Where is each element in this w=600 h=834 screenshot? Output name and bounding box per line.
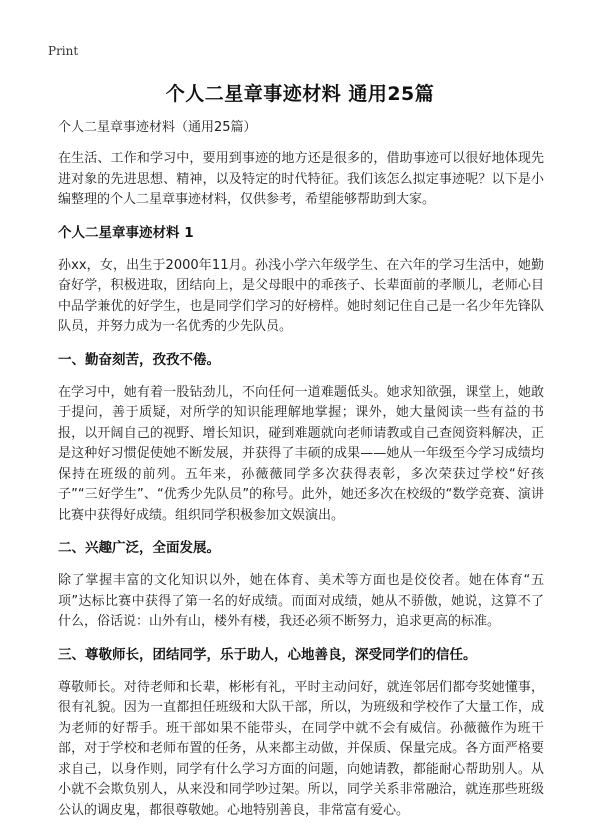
section-paragraph-1: 孙xx，女，出生于2000年11月。孙浅小学六年级学生、在六年的学习生活中，她勤奋好学，积极进取，团结向上，是父母眼中的乖孩子、长辈面前的孝顺儿，老师心目中品学兼优的好学生，也是同学们学习的好榜样。她时刻记住自己是一名少年先锋队队员，并努力成为一名优秀的少先队员。 [58, 257, 544, 334]
paragraph-respect: 尊敬师长。对待老师和长辈，彬彬有礼，平时主动问好，就连邻居们都夸奖她懂事，很有礼貌。因为一直都担任班级和大队干部，所以，为班级和学校作了大量工作，成为老师的好帮手。班干部如果不能带头，在同学中就不会有威信。孙薇薇作为班干部，对于学校和老师布置的任务，从来都主动做，并保质、保量完成。各方面严格要求自己，以身作则，同学有什么学习方面的问题，向她请教，都能耐心帮助别人。从小就不会欺负别人，从来没和同学吵过架。所以，同学关系非常融洽，就连那些班级公认的调皮鬼，都很尊敬她。心地特别善良，非常富有爱心。 [58, 679, 544, 818]
subheading-interests: 二、兴趣广泛，全面发展。 [58, 540, 220, 556]
paragraph-diligence: 在学习中，她有着一股钻劲儿，不向任何一道难题低头。她求知欲强，课堂上，她敢于提问，善于质疑，对所学的知识能理解地掌握；课外，她大量阅读一些有益的书报，以开阔自己的视野、增长知识，碰到难题就向老师请教或自己查阅资料解决，正是这种好习惯促使她不断发展，并获得了丰硕的成果——她从一年级至今学习成绩均保持在班级的前列。五年来，孙薇薇同学多次获得表彰，多次荣获过学校“好孩子”“三好学生”、“优秀少先队员”的称号。此外，她还多次在校级的“数学竞赛、演讲比赛中获得好成绩。组织同学积极参加文娱演出。 [58, 384, 544, 523]
section-heading-1: 个人二星章事迹材料 1 [58, 224, 194, 241]
print-link[interactable]: Print [48, 44, 79, 58]
intro-paragraph: 在生活、工作和学习中，要用到事迹的地方还是很多的，借助事迹可以很好地体现先进对象的先进思想、精神，以及特定的时代特征。我们该怎么拟定事迹呢？以下是小编整理的个人二星章事迹材料，仅供参考，希望能够帮助到大家。 [58, 151, 544, 207]
paragraph-interests: 除了掌握丰富的文化知识以外，她在体育、美术等方面也是佼佼者。她在体育“五项”达标比赛中获得了第一名的好成绩。而面对成绩，她从不骄傲，她说，这算不了什么，俗话说：山外有山，楼外有楼，我还必须不断努力，追求更高的标准。 [58, 573, 544, 629]
document-body [58, 119, 544, 834]
document-title: 个人二星章事迹材料 通用25篇 [165, 83, 435, 105]
subheading-respect: 三、尊敬师长，团结同学，乐于助人，心地善良，深受同学们的信任。 [58, 646, 477, 663]
document-subtitle: 个人二星章事迹材料（通用25篇） [58, 120, 257, 135]
subheading-diligence: 一、勤奋刻苦，孜孜不倦。 [58, 351, 220, 368]
